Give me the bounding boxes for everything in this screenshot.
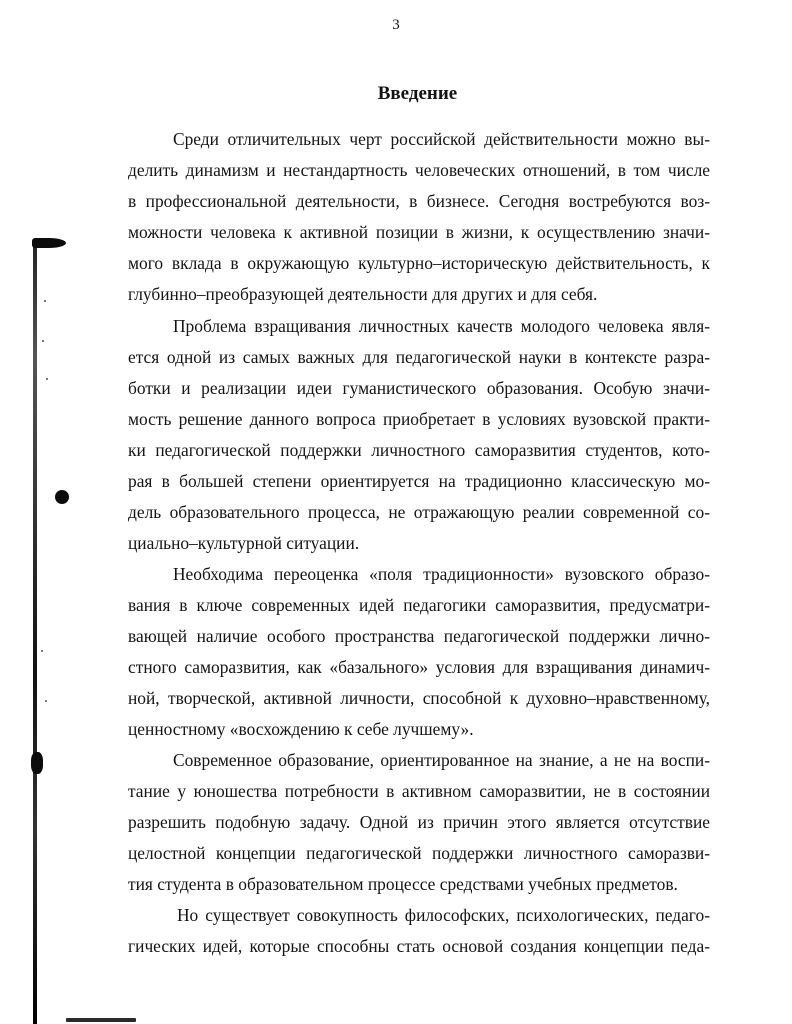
text-line: в профессиональной деятельности, в бизнесе. Сегодня востребуются воз-: [128, 191, 710, 211]
text-line: глубинно–преобразующей деятельности для других и для себя.: [128, 284, 598, 304]
text-line: Но существует совокупность философских, психологических, педаго-: [177, 905, 710, 925]
text-line: стного саморазвития, как «базального» условия для взращивания динамич-: [128, 657, 710, 677]
scan-speck: [42, 340, 44, 342]
text-line: можности человека к активной позиции в жизни, к осуществлению значи-: [128, 222, 710, 242]
text-line: ценностному «восхождению к себе лучшему».: [128, 719, 474, 739]
scan-blob: [66, 1018, 136, 1022]
scan-blob: [55, 490, 69, 504]
text-line: ной, творческой, активной личности, способной к духовно–нравственному,: [128, 688, 710, 708]
text-line: рая в большей степени ориентируется на традиционно классическую мо-: [128, 471, 710, 491]
text-line: Современное образование, ориентированное на знание, а не на воспи-: [173, 750, 710, 770]
text-line: тание у юношества потребности в активном саморазвитии, не в состоянии: [128, 781, 710, 801]
text-line: циально–культурной ситуации.: [128, 533, 360, 553]
scan-speck: [44, 300, 46, 302]
text-line: мость решение данного вопроса приобретает в условиях вузовской практи-: [128, 409, 710, 429]
scan-speck: [41, 650, 43, 652]
text-line: вающей наличие особого пространства педагогической поддержки лично-: [128, 626, 710, 646]
page-title: Введение: [377, 83, 458, 104]
text-line: ется одной из самых важных для педагогической науки в контексте разра-: [128, 347, 710, 367]
scan-speck: [46, 378, 48, 380]
scan-speck: [45, 700, 47, 702]
text-line: Необходима переоценка «поля традиционности» вузовского образо-: [173, 564, 710, 584]
text-line: мого вклада в окружающую культурно–историческую действительность, к: [128, 253, 710, 273]
text-line: вания в ключе современных идей педагогики саморазвития, предусматри-: [128, 595, 710, 615]
text-line: ботки и реализации идеи гуманистического образования. Особую значи-: [128, 378, 710, 398]
text-line: тия студента в образовательном процессе средствами учебных предметов.: [128, 874, 678, 894]
scan-blob: [32, 238, 66, 248]
scan-edge-bar: [33, 240, 37, 1024]
page-number: 3: [392, 17, 400, 33]
text-line: Проблема взращивания личностных качеств молодого человека явля-: [173, 316, 710, 336]
scan-blob: [31, 752, 43, 774]
text-line: дель образовательного процесса, не отражающую реалии современной со-: [128, 502, 710, 522]
text-line: гических идей, которые способны стать основой создания концепции педа-: [128, 936, 710, 956]
text-line: Среди отличительных черт российской действительности можно вы-: [173, 129, 710, 149]
text-line: целостной концепции педагогической поддержки личностного саморазви-: [128, 843, 710, 863]
text-line: ки педагогической поддержки личностного саморазвития студентов, кото-: [128, 440, 710, 460]
text-line: делить динамизм и нестандартность человеческих отношений, в том числе: [128, 160, 710, 180]
text-line: разрешить подобную задачу. Одной из причин этого является отсутствие: [128, 812, 710, 832]
